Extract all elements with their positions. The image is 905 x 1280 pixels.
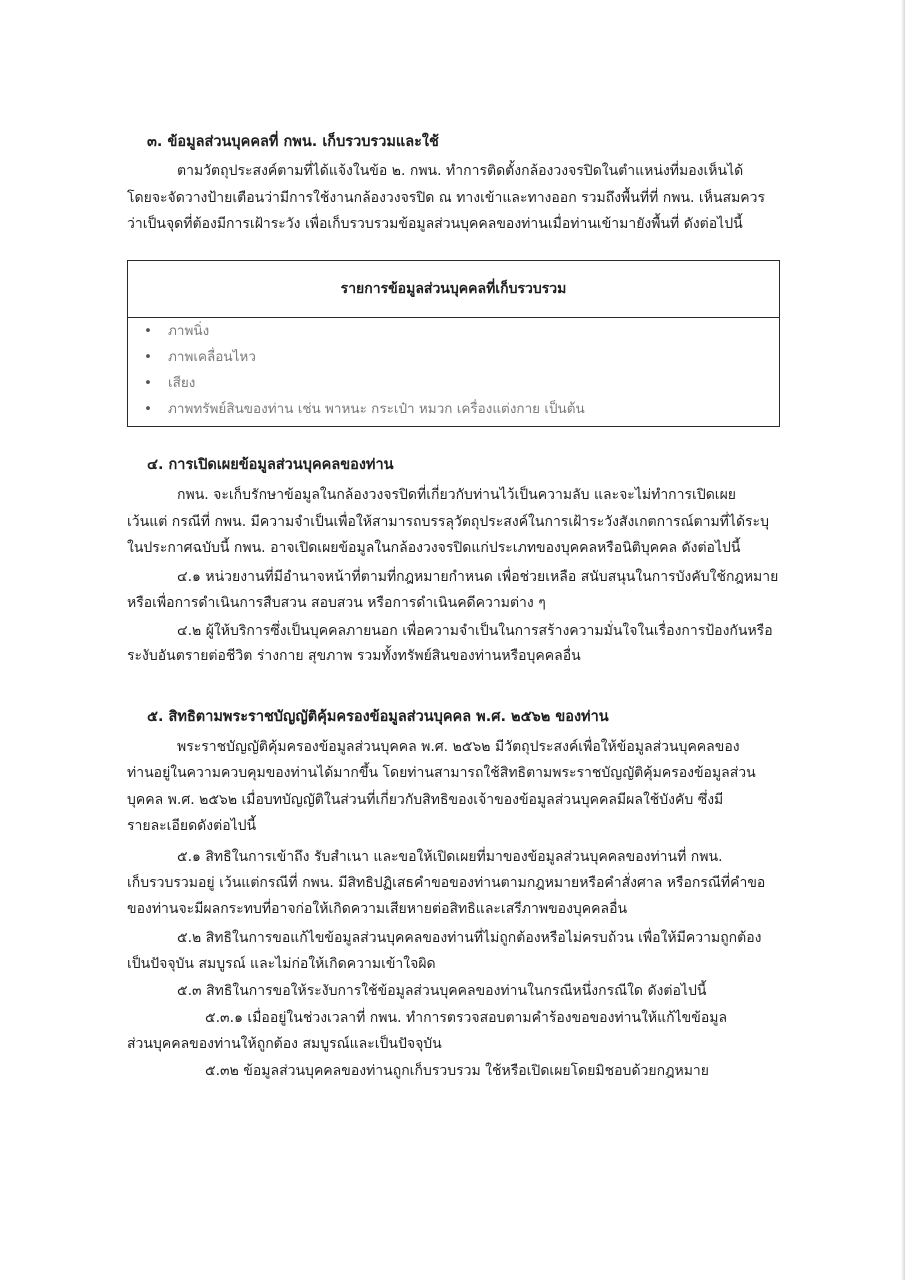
table-item-label: เสียง — [168, 375, 196, 391]
personal-data-table — [127, 260, 780, 427]
section-5-paragraph-line: ท่านอยู่ในความควบคุมของท่านได้มากขึ้น โดยท่านสามารถใช้สิทธิตามพระราชบัญญัติคุ้มครองข้อมูลส่วน — [127, 765, 756, 781]
table-item — [128, 370, 195, 396]
section-3-paragraph-line: ว่าเป็นจุดที่ต้องมีการเฝ้าระวัง เพื่อเก็บรวบรวมข้อมูลส่วนบุคคลของท่านเมื่อท่านเข้ามายังพื้นที่ ดังต่อไปนี้ — [127, 216, 743, 232]
bullet-icon: • — [144, 375, 152, 391]
clause-5-2-line: เป็นปัจจุบัน สมบูรณ์ และไม่ก่อให้เกิดความเข้าใจผิด — [127, 956, 436, 972]
clause-4-1-line: ๔.๑ หน่วยงานที่มีอำนาจหน้าที่ตามที่กฎหมายกำหนด เพื่อช่วยเหลือ สนับสนุนในการบังคับใช้กฎหมาย — [177, 569, 779, 585]
section-5-heading: ๕. สิทธิตามพระราชบัญญัติคุ้มครองข้อมูลส่วนบุคคล พ.ศ. ๒๕๖๒ ของท่าน — [147, 709, 609, 725]
section-5-paragraph-line: พระราชบัญญัติคุ้มครองข้อมูลส่วนบุคคล พ.ศ. ๒๕๖๒ มีวัตถุประสงค์เพื่อให้ข้อมูลส่วนบุคคลของ — [177, 739, 740, 755]
clause-5-3-1-line: ๕.๓.๑ เมื่ออยู่ในช่วงเวลาที่ กพน. ทำการตรวจสอบตามคำร้องขอของท่านให้แก้ไขข้อมูล — [205, 1010, 728, 1026]
clause-5-3-2-line: ๕.๓๒ ข้อมูลส่วนบุคคลของท่านถูกเก็บรวบรวม ใช้หรือเปิดเผยโดยมิชอบด้วยกฎหมาย — [205, 1063, 709, 1079]
section-3-heading: ๓. ข้อมูลส่วนบุคคลที่ กพน. เก็บรวบรวมและใช้ — [147, 134, 439, 150]
bullet-icon: • — [144, 401, 152, 417]
table-header — [128, 261, 779, 318]
clause-5-3-1-line: ส่วนบุคคลของท่านให้ถูกต้อง สมบูรณ์และเป็นปัจจุบัน — [127, 1036, 442, 1052]
table-item — [128, 396, 585, 422]
table-item — [128, 318, 209, 344]
section-5-paragraph-line: รายละเอียดดังต่อไปนี้ — [127, 818, 257, 834]
clause-5-3-line: ๕.๓ สิทธิในการขอให้ระงับการใช้ข้อมูลส่วนบุคคลของท่านในกรณีหนึ่งกรณีใด ดังต่อไปนี้ — [177, 983, 707, 999]
table-header-label: รายการข้อมูลส่วนบุคคลที่เก็บรวบรวม — [340, 281, 567, 297]
section-3-paragraph-line: โดยจะจัดวางป้ายเตือนว่ามีการใช้งานกล้องวงจรปิด ณ ทางเข้าและทางออก รวมถึงพื้นที่ที่ กพน. เห็นสมควร — [127, 190, 766, 206]
section-4-heading: ๔. การเปิดเผยข้อมูลส่วนบุคคลของท่าน — [147, 457, 394, 473]
section-4-paragraph-line: กพน. จะเก็บรักษาข้อมูลในกล้องวงจรปิดที่เกี่ยวกับท่านไว้เป็นความลับ และจะไม่ทำการเปิดเผย — [177, 487, 736, 503]
table-item-label: ภาพเคลื่อนไหว — [168, 349, 256, 365]
table-item — [128, 344, 256, 370]
clause-4-2-line: ๔.๒ ผู้ให้บริการซึ่งเป็นบุคคลภายนอก เพื่อความจำเป็นในการสร้างความมั่นใจในเรื่องการป้องกันหรือ — [177, 623, 773, 639]
bullet-icon: • — [144, 349, 152, 365]
section-3-paragraph-line: ตามวัตถุประสงค์ตามที่ได้แจ้งในข้อ ๒. กพน. ทำการติดตั้งกล้องวงจรปิดในตำแหน่งที่มองเห็นได้ — [177, 163, 744, 179]
bullet-icon: • — [144, 323, 152, 339]
section-4-paragraph-line: ในประกาศฉบับนี้ กพน. อาจเปิดเผยข้อมูลในกล้องวงจรปิดแก่ประเภทของบุคคลหรือนิติบุคคล ดังต่อไปนี้ — [127, 540, 741, 556]
clause-5-1-line: ของท่านจะมีผลกระทบที่อาจก่อให้เกิดความเสียหายต่อสิทธิและเสรีภาพของบุคคลอื่น — [127, 901, 628, 917]
clause-5-1-line: ๕.๑ สิทธิในการเข้าถึง รับสำเนา และขอให้เปิดเผยที่มาของข้อมูลส่วนบุคคลของท่านที่ กพน. — [177, 849, 723, 865]
section-4-paragraph-line: เว้นแต่ กรณีที่ กพน. มีความจำเป็นเพื่อให้สามารถบรรลุวัตถุประสงค์ในการเฝ้าระวังสังเกตการณ์ตามที่ได้ระบุ — [127, 514, 769, 530]
clause-4-2-line: ระงับอันตรายต่อชีวิต ร่างกาย สุขภาพ รวมทั้งทรัพย์สินของท่านหรือบุคคลอื่น — [127, 648, 581, 664]
clause-5-2-line: ๕.๒ สิทธิในการขอแก้ไขข้อมูลส่วนบุคคลของท่านที่ไม่ถูกต้องหรือไม่ครบถ้วน เพื่อให้มีความถูกต้อง — [177, 930, 762, 946]
table-item-label: ภาพนิ่ง — [168, 323, 210, 339]
clause-5-1-line: เก็บรวบรวมอยู่ เว้นแต่กรณีที่ กพน. มีสิทธิปฏิเสธคำขอของท่านตามกฎหมายหรือคำสั่งศาล หรือกรณีที่คำขอ — [127, 875, 766, 891]
section-5-paragraph-line: บุคคล พ.ศ. ๒๕๖๒ เมื่อบทบัญญัติในส่วนที่เกี่ยวกับสิทธิของเจ้าของข้อมูลส่วนบุคคลมีผลใช้บังคับ ซึ่งมี — [127, 792, 724, 808]
clause-4-1-line: หรือเพื่อการดำเนินการสืบสวน สอบสวน หรือการดำเนินคดีความต่าง ๆ — [127, 595, 546, 611]
table-item-label: ภาพทรัพย์สินของท่าน เช่น พาหนะ กระเป๋า หมวก เครื่องแต่งกาย เป็นต้น — [168, 401, 585, 417]
